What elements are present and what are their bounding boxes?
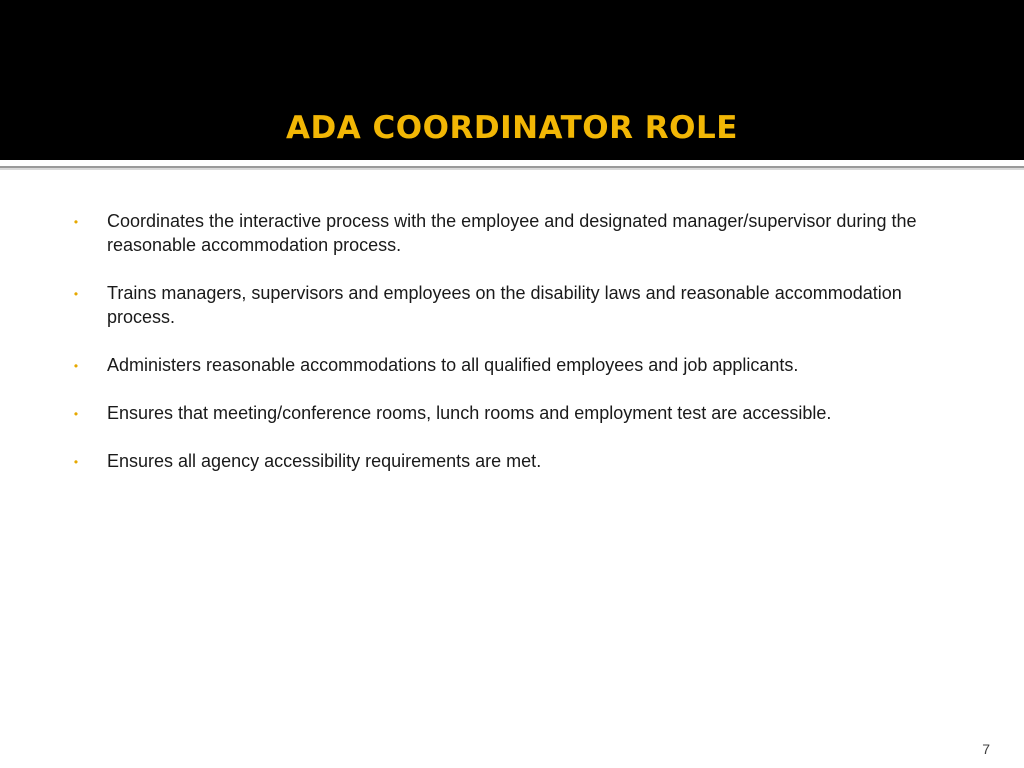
bullet-icon: • (73, 215, 79, 229)
bullet-text: Ensures that meeting/conference rooms, lunch rooms and employment test are accessible. (107, 403, 832, 423)
bullet-text: Ensures all agency accessibility requirements are met. (107, 451, 542, 471)
bullet-icon: • (73, 407, 79, 421)
bullet-text: Coordinates the interactive process with the employee and designated manager/supervisor during the reasonable accommodation process. (107, 211, 917, 255)
divider-gap (0, 160, 1024, 164)
list-item (0, 401, 1024, 425)
bullet-icon: • (73, 287, 79, 301)
list-item (0, 281, 1024, 329)
bullet-text: Trains managers, supervisors and employees on the disability laws and reasonable accommodation process. (107, 283, 902, 327)
bullet-text: Administers reasonable accommodations to all qualified employees and job applicants. (107, 355, 799, 375)
list-item (0, 449, 1024, 473)
list-item (0, 353, 1024, 377)
page-number: 7 (982, 741, 990, 757)
bullet-list (0, 209, 1024, 497)
slide-title: ADA COORDINATOR ROLE (286, 110, 738, 146)
bullet-icon: • (73, 455, 79, 469)
divider-shadow (0, 168, 1024, 170)
bullet-icon: • (73, 359, 79, 373)
list-item (0, 209, 1024, 257)
